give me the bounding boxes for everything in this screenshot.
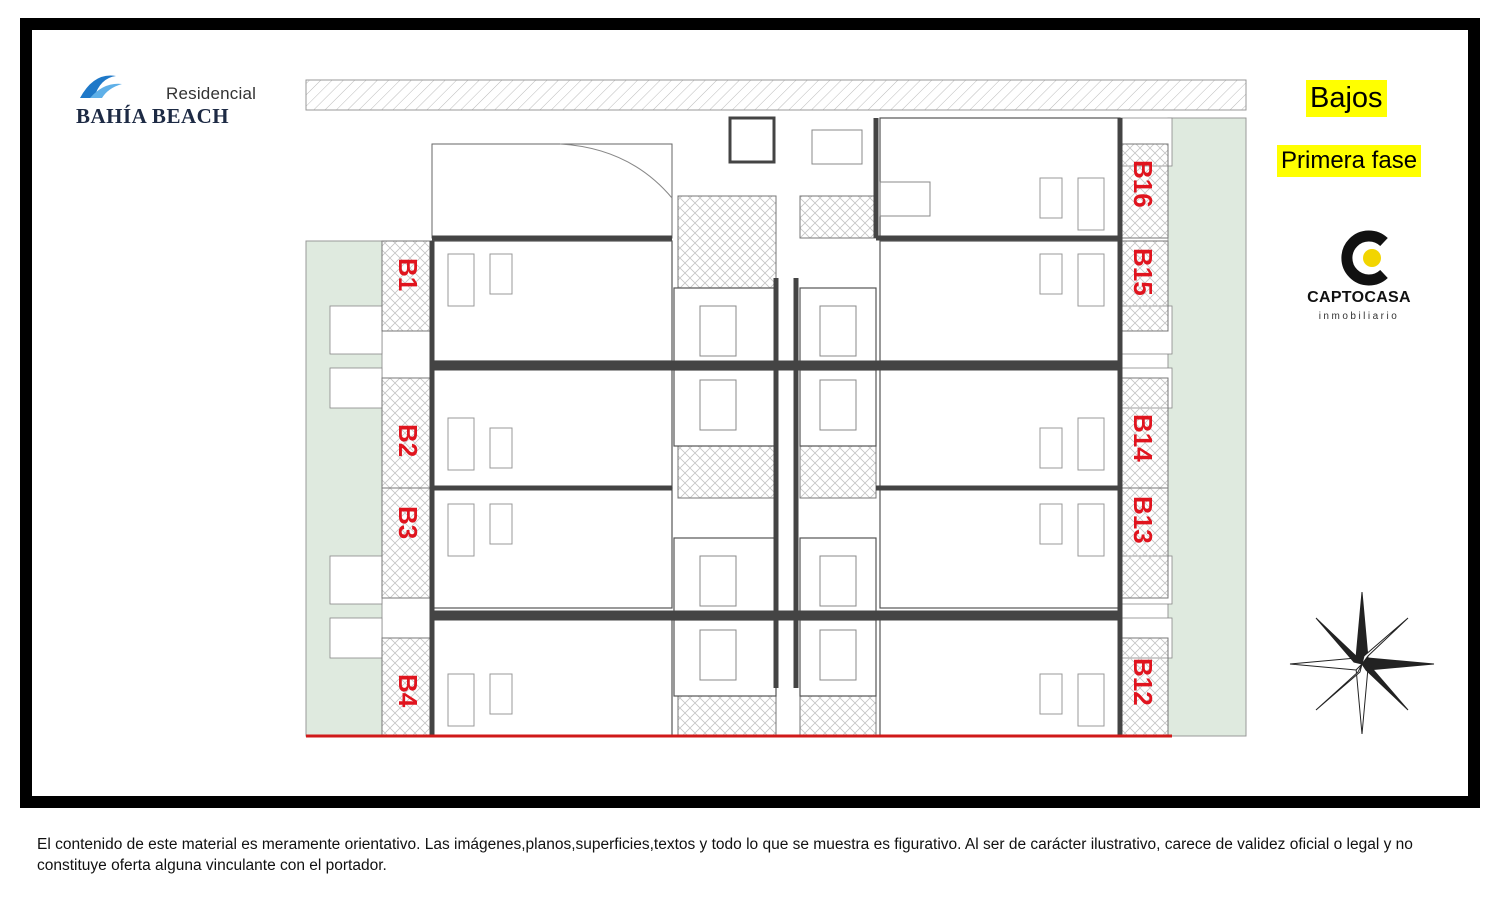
- captocasa-logo: [1296, 228, 1422, 328]
- wave-icon: [76, 68, 136, 108]
- unit-label-b2: B2: [393, 424, 423, 458]
- unit-label-b16: B16: [1128, 160, 1158, 208]
- logo-title: BAHÍA BEACH: [76, 104, 230, 128]
- unit-label-b12: B12: [1128, 658, 1158, 706]
- unit-label-b13: B13: [1128, 496, 1158, 544]
- garden-right: [1168, 118, 1246, 736]
- access-area: [432, 144, 672, 238]
- unit-label-b3: B3: [393, 506, 423, 540]
- unit-label-b1: B1: [393, 258, 423, 292]
- top-walkway: [306, 80, 1246, 110]
- logo-subtitle: Residencial: [166, 84, 257, 103]
- disclaimer-text: El contenido de este material es meramente orientativo. Las imágenes,planos,superficies,textos y todo lo que se muestra es figurativo. Al ser de carácter ilustrativo, carece de validez oficial o legal y no constituye oferta alguna vinculante con el portador.: [37, 836, 1413, 874]
- bahia-beach-logo: [76, 68, 266, 128]
- compass-rose-icon: [1286, 588, 1438, 738]
- captocasa-mark-icon: [1296, 228, 1422, 288]
- brand-name: CAPTOCASA: [1307, 289, 1411, 306]
- floor-plan: [300, 78, 1250, 743]
- elevator: [730, 118, 774, 162]
- unit-label-b4: B4: [393, 674, 423, 708]
- phase-label: Primera fase: [1277, 145, 1421, 177]
- unit-label-b15: B15: [1128, 248, 1158, 296]
- unit-label-b14: B14: [1128, 414, 1158, 462]
- level-title: Bajos: [1306, 80, 1387, 117]
- brand-tagline: inmobiliario: [1318, 311, 1400, 322]
